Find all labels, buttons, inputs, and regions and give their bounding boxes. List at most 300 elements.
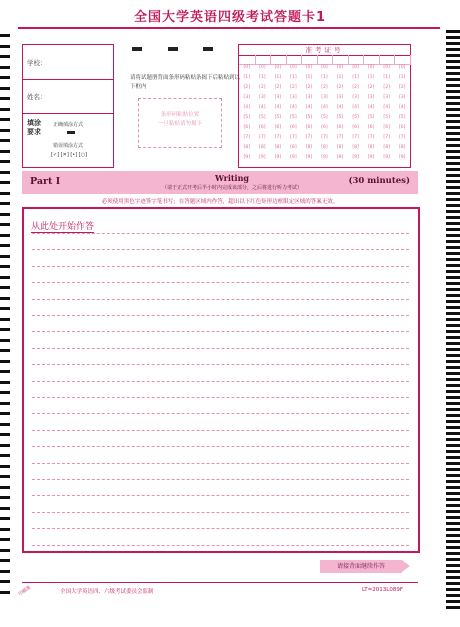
timing-mark: [446, 582, 460, 585]
answer-area[interactable]: [22, 207, 420, 553]
timing-mark: [446, 372, 460, 375]
digit-bubble[interactable]: [5]: [274, 115, 282, 120]
digit-bubble[interactable]: [1]: [321, 75, 328, 80]
timing-mark: [446, 258, 460, 261]
digit-bubble[interactable]: [1]: [259, 75, 266, 80]
digit-bubble[interactable]: [4]: [352, 105, 359, 110]
digit-bubble[interactable]: [7]: [321, 135, 328, 140]
writing-warning: 必须使用黑色字迹签字笔书写；在答题区域内作答，超出以下红色矩形边框限定区域的答案无效。: [101, 199, 339, 205]
fill-title: 填涂要求: [27, 119, 41, 136]
timing-mark: [0, 76, 10, 79]
timing-mark: [446, 84, 460, 87]
digit-bubble[interactable]: [9]: [398, 155, 406, 160]
digit-bubble[interactable]: [2]: [290, 85, 297, 90]
digit-bubble[interactable]: [4]: [336, 105, 344, 110]
timing-mark: [446, 102, 460, 105]
digit-bubble[interactable]: [8]: [367, 145, 375, 150]
timing-mark: [446, 510, 460, 513]
timing-mark: [446, 60, 460, 63]
timing-mark: [0, 118, 10, 121]
digit-bubble[interactable]: [3]: [383, 95, 390, 100]
digit-bubble[interactable]: [8]: [259, 145, 266, 150]
digit-bubble[interactable]: [3]: [352, 95, 359, 100]
timing-mark: [446, 90, 460, 93]
digit-bubble[interactable]: [2]: [321, 85, 328, 90]
digit-bubble[interactable]: [6]: [321, 125, 328, 130]
digit-bubble[interactable]: [8]: [383, 145, 390, 150]
digit-bubble[interactable]: [4]: [321, 105, 328, 110]
barcode-placeholder-1: 条形码粘贴位置: [160, 112, 200, 118]
timing-mark: [0, 349, 10, 352]
timing-mark: [0, 129, 10, 132]
answer-line: [32, 331, 409, 332]
timing-mark: [0, 454, 10, 457]
timing-mark: [446, 216, 460, 219]
timing-mark: [446, 270, 460, 273]
exam-number-box[interactable]: [348, 55, 365, 65]
timing-mark: [446, 330, 460, 333]
digit-bubble[interactable]: [4]: [290, 105, 297, 110]
answer-line: [32, 413, 409, 414]
timing-mark: [446, 396, 460, 399]
timing-mark: [0, 244, 10, 247]
timing-mark: [446, 318, 460, 321]
answer-line: [32, 463, 409, 464]
digit-bubble[interactable]: [7]: [352, 135, 359, 140]
digit-bubble[interactable]: [2]: [305, 85, 313, 90]
timing-mark: [446, 474, 460, 477]
timing-mark: [0, 55, 10, 58]
digit-bubble[interactable]: [0]: [336, 65, 344, 70]
digit-bubble[interactable]: [6]: [367, 125, 375, 130]
digit-bubble[interactable]: [8]: [243, 145, 251, 150]
digit-bubble[interactable]: [7]: [290, 135, 297, 140]
timing-mark: [446, 192, 460, 195]
timing-mark: [446, 462, 460, 465]
timing-mark: [0, 108, 10, 111]
timing-mark: [0, 297, 10, 300]
timing-mark: [446, 378, 460, 381]
answer-line: [32, 381, 409, 382]
timing-mark: [446, 222, 460, 225]
timing-mark: [0, 213, 10, 216]
digit-bubble[interactable]: [5]: [321, 115, 328, 120]
digit-bubble[interactable]: [7]: [367, 135, 375, 140]
digit-bubble[interactable]: [3]: [398, 95, 406, 100]
digit-bubble[interactable]: [1]: [305, 75, 313, 80]
timing-mark: [446, 408, 460, 411]
timing-mark: [446, 468, 460, 471]
digit-bubble[interactable]: [2]: [383, 85, 390, 90]
digit-bubble[interactable]: [9]: [336, 155, 344, 160]
digit-bubble[interactable]: [2]: [259, 85, 266, 90]
digit-bubble[interactable]: [8]: [352, 145, 359, 150]
timing-mark: [0, 339, 10, 342]
timing-mark: [446, 294, 460, 297]
timing-mark: [0, 181, 10, 184]
timing-mark: [446, 384, 460, 387]
school-label: 学校：: [27, 59, 47, 67]
digit-bubble[interactable]: [2]: [352, 85, 359, 90]
digit-bubble[interactable]: [0]: [367, 65, 375, 70]
digit-bubble[interactable]: [0]: [321, 65, 328, 70]
timing-mark: [0, 423, 10, 426]
digit-bubble[interactable]: [1]: [398, 75, 406, 80]
digit-bubble[interactable]: [0]: [290, 65, 297, 70]
digit-bubble[interactable]: [4]: [383, 105, 390, 110]
digit-bubble[interactable]: [3]: [321, 95, 328, 100]
exam-number-box[interactable]: [317, 55, 334, 65]
timing-mark: [0, 465, 10, 468]
digit-bubble[interactable]: [1]: [274, 75, 282, 80]
exam-number-box[interactable]: [301, 55, 318, 65]
exam-number-box[interactable]: [286, 55, 303, 65]
timing-mark: [446, 564, 460, 567]
timing-mark: [0, 307, 10, 310]
correct-fill-sample: [67, 131, 75, 134]
timing-mark: [446, 288, 460, 291]
digit-bubble[interactable]: [0]: [305, 65, 313, 70]
answer-line: [32, 545, 409, 546]
footer-issuer: 全国大学英语四、六级考试委员会监制: [60, 589, 154, 595]
digit-bubble[interactable]: [7]: [383, 135, 390, 140]
part-header: [22, 171, 418, 194]
timing-mark: [446, 246, 460, 249]
timing-mark: [0, 160, 10, 163]
timing-mark: [446, 540, 460, 543]
answer-line: [32, 397, 409, 398]
timing-mark: [0, 276, 10, 279]
digit-bubble[interactable]: [0]: [383, 65, 390, 70]
part-note: （请于正式开考后半小时内完成该部分，之后将进行听力考试）: [161, 185, 302, 191]
timing-mark: [446, 282, 460, 285]
digit-bubble[interactable]: [0]: [243, 65, 251, 70]
answer-heading: 从此处开始作答: [31, 219, 94, 233]
digit-bubble[interactable]: [8]: [290, 145, 297, 150]
timing-mark: [446, 504, 460, 507]
digit-bubble[interactable]: [4]: [305, 105, 313, 110]
answer-line: [32, 266, 409, 267]
timing-mark: [446, 594, 460, 597]
digit-bubble[interactable]: [2]: [243, 85, 251, 90]
title-divider: [18, 27, 440, 29]
digit-bubble[interactable]: [6]: [352, 125, 359, 130]
digit-bubble[interactable]: [5]: [398, 115, 406, 120]
digit-bubble[interactable]: [9]: [367, 155, 375, 160]
answer-line: [32, 348, 409, 349]
part-time: (30 minutes): [348, 176, 410, 186]
name-row: [23, 79, 113, 114]
timing-mark: [0, 391, 10, 394]
timing-mark: [446, 558, 460, 561]
timing-mark: [446, 432, 460, 435]
digit-bubble[interactable]: [9]: [290, 155, 297, 160]
digit-bubble[interactable]: [5]: [383, 115, 390, 120]
digit-bubble[interactable]: [8]: [274, 145, 282, 150]
digit-bubble[interactable]: [5]: [336, 115, 344, 120]
digit-bubble[interactable]: [2]: [336, 85, 344, 90]
footer-code: LT=2013L089F: [362, 587, 403, 593]
exam-number-box[interactable]: [379, 55, 396, 65]
fill-requirements: [23, 115, 113, 167]
timing-mark: [0, 402, 10, 405]
answer-line: [32, 315, 409, 316]
timing-mark: [446, 96, 460, 99]
part-name: Writing: [214, 173, 250, 183]
digit-bubble[interactable]: [0]: [259, 65, 266, 70]
timing-mark: [446, 180, 460, 183]
digit-bubble[interactable]: [9]: [259, 155, 266, 160]
timing-mark: [0, 360, 10, 363]
timing-mark: [446, 234, 460, 237]
digit-bubble[interactable]: [8]: [305, 145, 313, 150]
candidate-info-box: [22, 44, 114, 168]
timing-mark: [0, 412, 10, 415]
timing-mark: [446, 324, 460, 327]
timing-mark: [446, 120, 460, 123]
digit-bubble[interactable]: [1]: [290, 75, 297, 80]
timing-mark: [446, 450, 460, 453]
timing-mark: [446, 444, 460, 447]
digit-bubble[interactable]: [7]: [274, 135, 282, 140]
digit-bubble[interactable]: [5]: [352, 115, 359, 120]
digit-bubble[interactable]: [7]: [398, 135, 406, 140]
answer-line: [32, 446, 409, 447]
wrong-fill-samples: [✓] [✕] [•] [○]: [51, 152, 88, 158]
timing-mark: [0, 370, 10, 373]
timing-mark: [446, 402, 460, 405]
timing-mark: [446, 366, 460, 369]
digit-bubble[interactable]: [2]: [367, 85, 375, 90]
school-row: [23, 45, 113, 80]
digit-bubble[interactable]: [6]: [243, 125, 251, 130]
timing-mark: [446, 576, 460, 579]
timing-mark: [0, 97, 10, 100]
timing-mark: [446, 588, 460, 591]
timing-mark: [446, 348, 460, 351]
print-stamp: 印刷准: [18, 585, 33, 598]
digit-bubble[interactable]: [4]: [243, 105, 251, 110]
digit-bubble[interactable]: [8]: [336, 145, 344, 150]
timing-mark: [0, 486, 10, 489]
timing-mark: [446, 66, 460, 69]
digit-bubble[interactable]: [1]: [336, 75, 344, 80]
page-title: 全国大学英语四级考试答题卡1: [133, 10, 327, 25]
answer-line: [32, 282, 409, 283]
timing-mark: [446, 228, 460, 231]
digit-bubble[interactable]: [5]: [243, 115, 251, 120]
timing-mark: [0, 528, 10, 531]
timing-mark: [446, 312, 460, 315]
digit-bubble[interactable]: [6]: [259, 125, 266, 130]
timing-mark: [446, 546, 460, 549]
timing-mark: [0, 234, 10, 237]
digit-bubble[interactable]: [9]: [383, 155, 390, 160]
timing-mark: [0, 549, 10, 552]
exam-number-grid: [238, 44, 411, 168]
timing-mark: [446, 438, 460, 441]
timing-mark: [446, 36, 460, 39]
digit-bubble[interactable]: [5]: [259, 115, 266, 120]
wrong-fill-label: 错误填涂方式: [53, 143, 84, 149]
timing-mark: [446, 252, 460, 255]
timing-mark: [446, 174, 460, 177]
digit-bubble[interactable]: [6]: [398, 125, 406, 130]
timing-mark: [446, 186, 460, 189]
timing-mark: [446, 198, 460, 201]
digit-bubble[interactable]: [5]: [305, 115, 313, 120]
digit-bubble[interactable]: [7]: [336, 135, 344, 140]
timing-mark: [0, 150, 10, 153]
digit-bubble[interactable]: [1]: [243, 75, 251, 80]
timing-mark: [0, 328, 10, 331]
exam-number-box[interactable]: [255, 55, 272, 65]
digit-bubble[interactable]: [6]: [290, 125, 297, 130]
digit-bubble[interactable]: [3]: [336, 95, 344, 100]
timing-mark: [0, 286, 10, 289]
answer-line: [32, 364, 409, 365]
timing-mark: [0, 34, 10, 37]
timing-mark: [446, 42, 460, 45]
timing-mark: [0, 496, 10, 499]
timing-mark: [446, 390, 460, 393]
digit-bubble[interactable]: [4]: [398, 105, 406, 110]
timing-mark: [446, 300, 460, 303]
timing-mark: [446, 168, 460, 171]
timing-mark: [0, 517, 10, 520]
timing-mark: [446, 54, 460, 57]
digit-bubble[interactable]: [9]: [274, 155, 282, 160]
timing-mark: [446, 78, 460, 81]
timing-mark: [446, 30, 460, 33]
timing-mark: [446, 522, 460, 525]
answer-line: [32, 479, 409, 480]
timing-mark: [0, 433, 10, 436]
timing-mark: [446, 354, 460, 357]
timing-mark: [446, 516, 460, 519]
timing-mark: [446, 486, 460, 489]
digit-bubble[interactable]: [6]: [383, 125, 390, 130]
digit-bubble[interactable]: [1]: [367, 75, 375, 80]
digit-bubble[interactable]: [7]: [243, 135, 251, 140]
digit-bubble[interactable]: [2]: [398, 85, 406, 90]
timing-mark: [446, 240, 460, 243]
digit-bubble[interactable]: [5]: [367, 115, 375, 120]
timing-mark: [0, 223, 10, 226]
timing-mark: [446, 498, 460, 501]
digit-bubble[interactable]: [3]: [243, 95, 251, 100]
exam-number-title: 准考证号: [239, 45, 410, 56]
digit-bubble[interactable]: [6]: [274, 125, 282, 130]
digit-bubble[interactable]: [9]: [243, 155, 251, 160]
timing-mark: [446, 456, 460, 459]
exam-number-box[interactable]: [363, 55, 380, 65]
timing-mark: [446, 552, 460, 555]
digit-bubble[interactable]: [0]: [274, 65, 282, 70]
digit-bubble[interactable]: [0]: [352, 65, 359, 70]
digit-bubble[interactable]: [1]: [352, 75, 359, 80]
digit-bubble[interactable]: [0]: [398, 65, 406, 70]
answer-line: [32, 528, 409, 529]
timing-mark: [446, 264, 460, 267]
digit-bubble[interactable]: [3]: [259, 95, 266, 100]
timing-mark: [446, 606, 460, 609]
answer-line: [32, 495, 409, 496]
timing-mark: [0, 87, 10, 90]
timing-mark: [446, 480, 460, 483]
barcode-instruction: 请将试题册背面条形码粘贴条揭下后粘贴到以下框内: [130, 75, 241, 90]
digit-bubble[interactable]: [8]: [321, 145, 328, 150]
timing-mark: [446, 204, 460, 207]
digit-bubble[interactable]: [9]: [305, 155, 313, 160]
digit-bubble[interactable]: [9]: [352, 155, 359, 160]
timing-mark: [0, 255, 10, 258]
correct-fill-label: 正确填涂方式: [53, 122, 84, 128]
digit-bubble[interactable]: [8]: [398, 145, 406, 150]
timing-mark: [446, 144, 460, 147]
timing-mark: [446, 360, 460, 363]
answer-line: [32, 233, 409, 234]
digit-bubble[interactable]: [4]: [367, 105, 375, 110]
timing-mark: [446, 138, 460, 141]
timing-mark: [446, 132, 460, 135]
exam-number-box[interactable]: [332, 55, 349, 65]
digit-bubble[interactable]: [7]: [305, 135, 313, 140]
barcode-placeholder-2: 一旦粘贴请勿揭下: [157, 121, 202, 127]
exam-number-box[interactable]: [394, 55, 411, 65]
timing-mark: [0, 538, 10, 541]
timing-mark: [446, 210, 460, 213]
exam-number-box[interactable]: [239, 55, 256, 65]
timing-mark: [446, 492, 460, 495]
timing-mark: [446, 276, 460, 279]
digit-bubble[interactable]: [3]: [305, 95, 313, 100]
digit-bubble[interactable]: [6]: [305, 125, 313, 130]
digit-bubble[interactable]: [3]: [290, 95, 297, 100]
timing-mark: [0, 318, 10, 321]
timing-mark: [0, 381, 10, 384]
timing-mark: [0, 507, 10, 510]
digit-bubble[interactable]: [3]: [274, 95, 282, 100]
timing-mark: [0, 444, 10, 447]
timing-mark: [0, 202, 10, 205]
timing-mark: [446, 336, 460, 339]
digit-bubble[interactable]: [3]: [367, 95, 375, 100]
timing-mark: [0, 171, 10, 174]
continue-on-back-label: 请接背面继续作答: [320, 560, 402, 573]
timing-mark: [446, 156, 460, 159]
timing-mark: [446, 72, 460, 75]
timing-mark: [446, 342, 460, 345]
digit-bubble[interactable]: [4]: [274, 105, 282, 110]
digit-bubble[interactable]: [9]: [321, 155, 328, 160]
digit-bubble[interactable]: [7]: [259, 135, 266, 140]
timing-mark: [0, 45, 10, 48]
timing-mark: [0, 591, 10, 594]
position-mark: [203, 47, 213, 51]
timing-mark: [0, 192, 10, 195]
digit-bubble[interactable]: [6]: [336, 125, 344, 130]
digit-bubble[interactable]: [2]: [274, 85, 282, 90]
digit-bubble[interactable]: [5]: [290, 115, 297, 120]
answer-line: [32, 299, 409, 300]
digit-bubble[interactable]: [1]: [383, 75, 390, 80]
exam-number-box[interactable]: [270, 55, 287, 65]
timing-mark: [0, 580, 10, 583]
digit-bubble[interactable]: [4]: [259, 105, 266, 110]
timing-mark: [446, 48, 460, 51]
timing-mark: [446, 420, 460, 423]
